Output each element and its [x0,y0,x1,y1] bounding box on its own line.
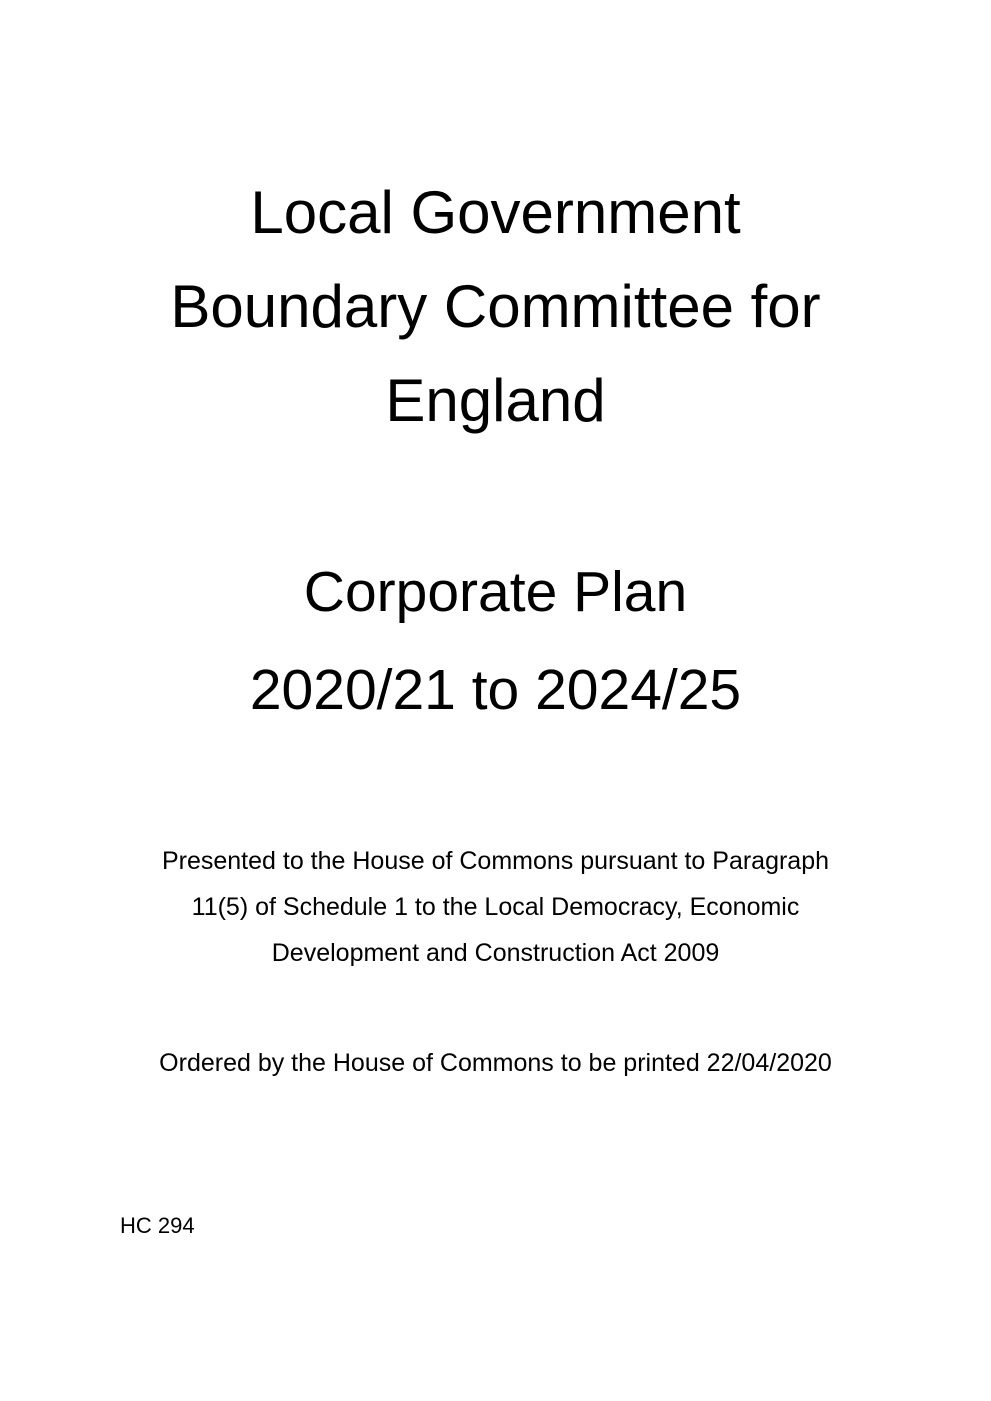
title-line-1: Local Government [250,179,741,246]
title-line-3: England [385,367,606,434]
presentation-line-3: Development and Construction Act 2009 [271,939,720,967]
subtitle-line-2: 2020/21 to 2024/25 [249,658,742,722]
ordered-statement-line: Ordered by the House of Commons to be printed 22/04/2020 [159,1049,832,1077]
presentation-line-2: 11(5) of Schedule 1 to the Local Democracy, Economic [191,893,800,921]
title-line-2: Boundary Committee for [170,273,821,340]
document-title [0,166,991,448]
hc-reference-number: HC 294 [120,1213,195,1238]
presentation-line-1: Presented to the House of Commons pursuant to Paragraph [161,847,830,875]
document-subtitle [0,543,991,739]
presentation-statement [0,838,991,976]
subtitle-line-1: Corporate Plan [303,560,688,624]
ordered-statement [0,1046,991,1080]
